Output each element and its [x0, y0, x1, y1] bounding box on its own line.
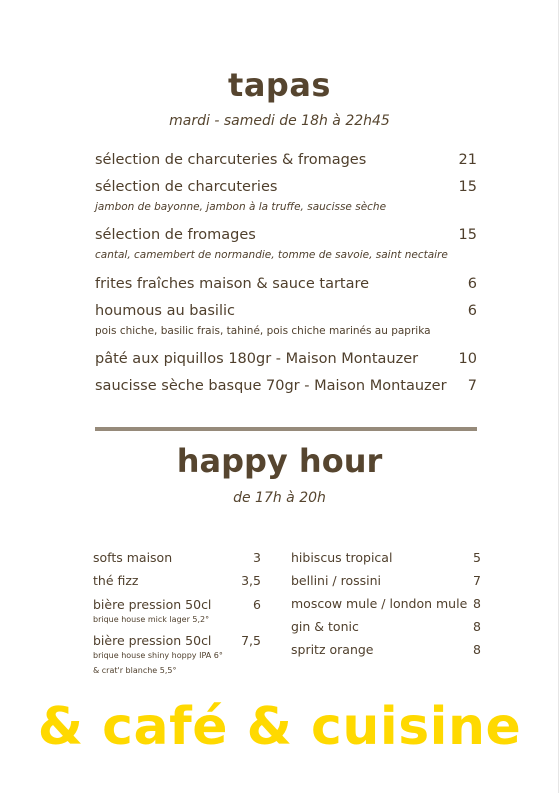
item-name: sélection de fromages: [95, 227, 256, 243]
happy-hour-item: [93, 573, 261, 588]
item-price: 6: [467, 276, 477, 292]
item-name: pâté aux piquillos 180gr - Maison Montauzer: [95, 351, 419, 367]
item-price: 3: [253, 550, 261, 565]
item-name: bellini / rossini: [291, 573, 382, 588]
item-name: sélection de charcuteries: [95, 179, 278, 195]
item-description: jambon de bayonne, jambon à la truffe, saucisse sèche: [95, 201, 387, 213]
tapas-title: tapas: [228, 66, 331, 104]
item-price: 7: [473, 573, 481, 588]
happy-hour-item: [93, 633, 261, 678]
happy-hour-hours: de 17h à 20h: [233, 490, 326, 506]
item-name: bière pression 50cl: [93, 633, 212, 648]
item-price: 15: [458, 227, 477, 243]
happy-hour-item: [291, 596, 481, 611]
item-price: 6: [253, 597, 261, 612]
item-name: gin & tonic: [291, 619, 359, 634]
item-price: 6: [467, 303, 477, 319]
happy-hour-item: [291, 619, 481, 634]
item-name: saucisse sèche basque 70gr - Maison Montauzer: [95, 378, 447, 394]
happy-hour-title: happy hour: [176, 442, 383, 480]
item-name: bière pression 50cl: [93, 597, 212, 612]
item-price: 3,5: [241, 573, 261, 588]
item-price: 8: [473, 596, 481, 611]
brand-logo-text: & café & cuisine: [37, 697, 522, 757]
item-price: 15: [458, 179, 477, 195]
item-price: 5: [473, 550, 481, 565]
tapas-item: [95, 303, 477, 337]
item-price: 7,5: [241, 633, 261, 648]
happy-hour-item: [291, 573, 481, 588]
item-price: 21: [458, 152, 477, 168]
item-name: sélection de charcuteries & fromages: [95, 152, 367, 168]
item-name: softs maison: [93, 550, 173, 565]
tapas-item: [95, 227, 477, 261]
item-name: moscow mule / london mule: [291, 596, 468, 611]
happy-hour-item: [93, 550, 261, 565]
tapas-hours: mardi - samedi de 18h à 22h45: [169, 113, 390, 129]
item-description: brique house shiny hoppy IPA 6°: [93, 651, 223, 660]
item-name: houmous au basilic: [95, 303, 235, 319]
item-price: 8: [473, 619, 481, 634]
item-description: pois chiche, basilic frais, tahiné, pois chiche marinés au paprika: [95, 325, 431, 337]
item-description: cantal, camembert de normandie, tomme de savoie, saint nectaire: [95, 249, 448, 261]
tapas-item: [95, 351, 477, 367]
tapas-item: [95, 378, 477, 394]
item-name: hibiscus tropical: [291, 550, 393, 565]
item-price: 10: [458, 351, 477, 367]
happy-hour-item: [93, 597, 261, 627]
happy-hour-item: [291, 642, 481, 657]
item-description: & crat'r blanche 5,5°: [93, 666, 177, 675]
tapas-item: [95, 152, 477, 168]
item-price: 8: [473, 642, 481, 657]
item-name: frites fraîches maison & sauce tartare: [95, 276, 370, 292]
tapas-item: [95, 179, 477, 213]
item-description: brique house mick lager 5,2°: [93, 615, 210, 624]
item-name: spritz orange: [291, 642, 374, 657]
tapas-item: [95, 276, 477, 292]
item-name: thé fizz: [93, 573, 139, 588]
item-price: 7: [467, 378, 477, 394]
happy-hour-item: [291, 550, 481, 565]
section-divider: [95, 427, 477, 431]
